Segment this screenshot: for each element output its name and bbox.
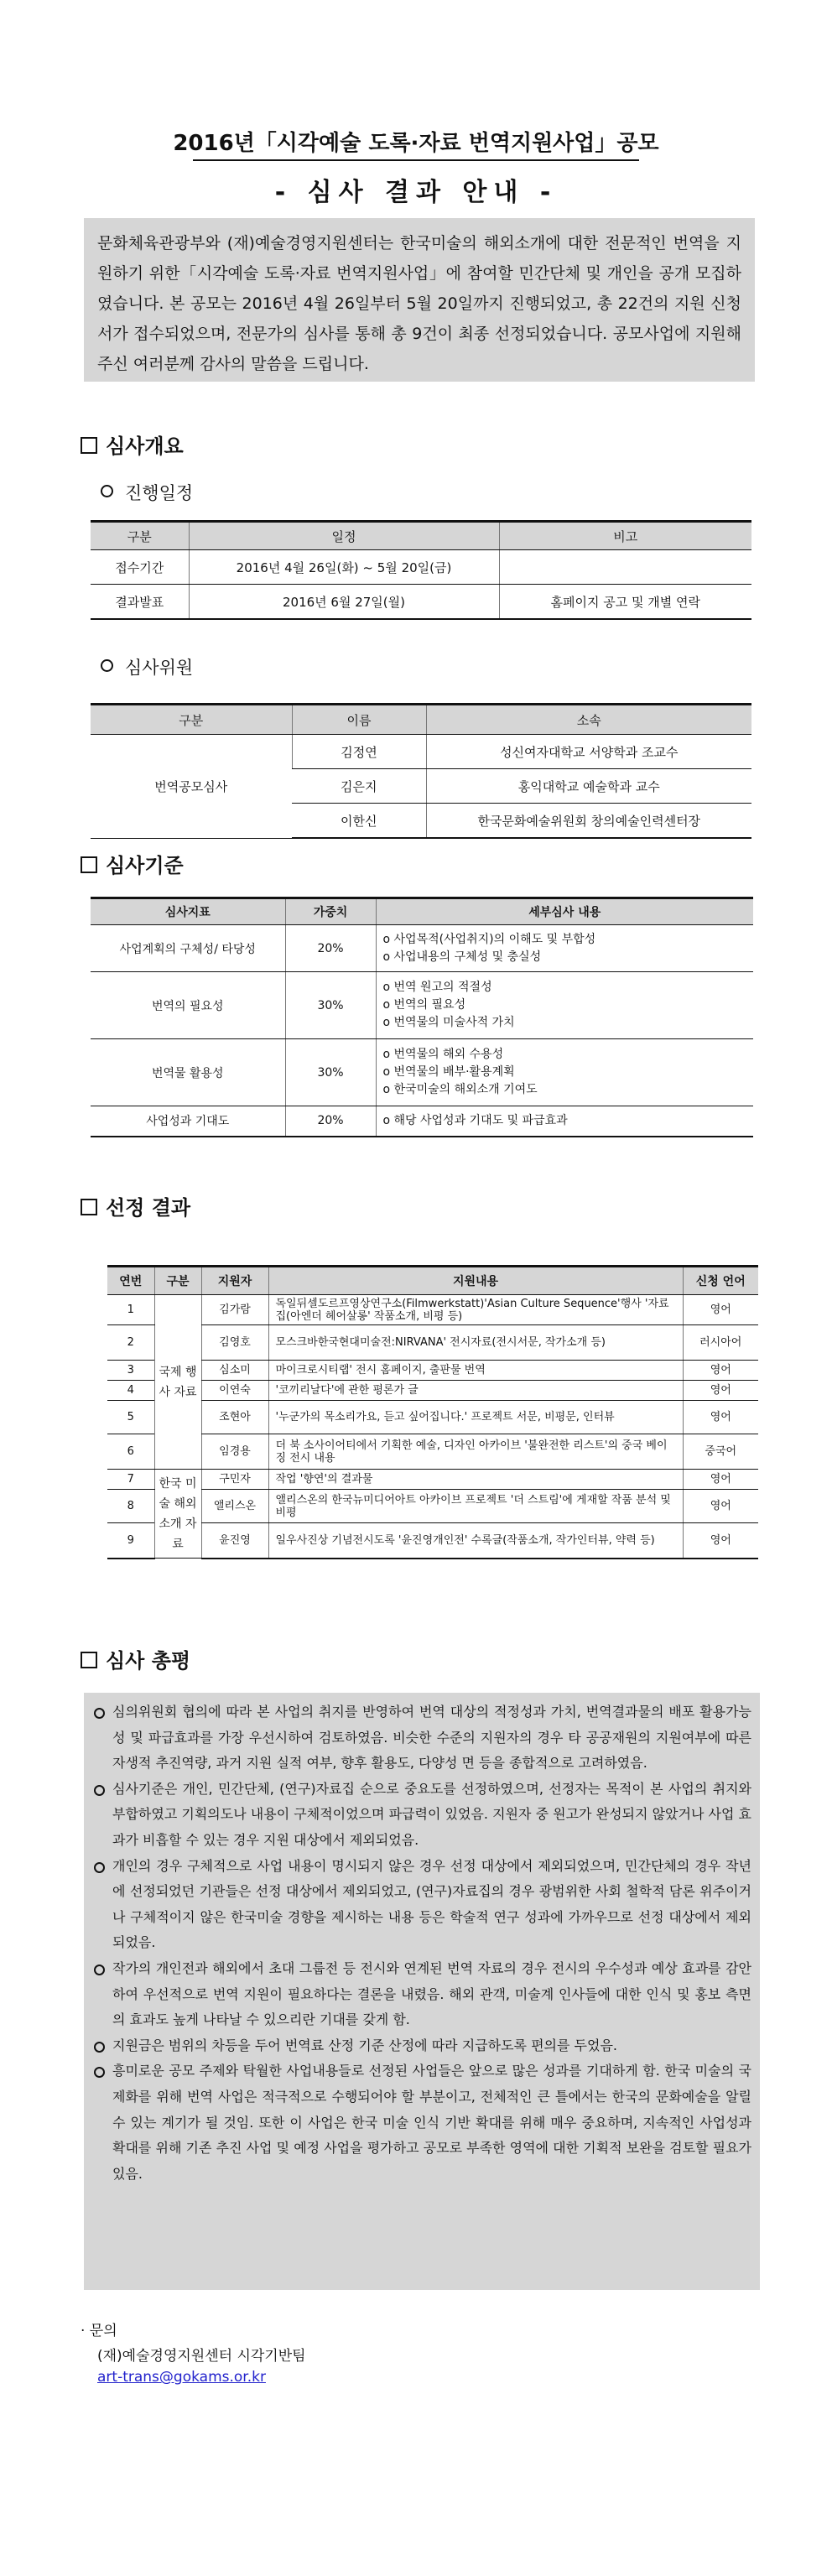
contact-organization: (재)예술경영지원센터 시각기반팀: [97, 2348, 306, 2365]
section-overview-heading: [81, 429, 184, 459]
schedule-heading: [101, 480, 193, 505]
committee-name: 김은지: [292, 769, 426, 804]
column-header: 지원자: [201, 1267, 268, 1295]
result-applicant: 김가람: [201, 1295, 268, 1325]
contact-label: · 문의: [81, 2323, 117, 2339]
result-content: 앨리스온의 한국뉴미디어아트 아카이브 프로젝트 '더 스트림'에 게재할 작품 분석 및 비평: [268, 1490, 683, 1523]
schedule-heading-label: 진행일정: [125, 483, 194, 503]
review-item-text: 심사기준은 개인, 민간단체, (연구)자료집 순으로 중요도를 선정하였으며, 선정자는 목적이 본 사업의 취지와 부합하였고 기획의도나 내용이 구체적이었으며 파급력이 있었음. 지원자 중 원고가 완성되지 않았거나 사업 효과가 비흡할 수 있는 경우 지원 대상에서 제외되었음.: [112, 1780, 751, 1848]
criteria-details: [376, 925, 753, 972]
review-item-text: 심의위원회 협의에 따라 본 사업의 취지를 반영하여 번역 대상의 적정성과 가치, 번역결과물의 배포 활용가능성 및 파급효과를 가장 우선시하여 검토하였음. 비슷한 수준의 지원자의 경우 타 공공재원의 지원여부에 따른 자생적 추진역량, 과거 지원 실적 여부, 향후 활용도, 다양성 면 등을 종합적으로 고려하였음.: [112, 1704, 751, 1772]
result-content: 더 북 소사이어티에서 기획한 예술, 디자인 아카이브 '불완전한 리스트'의 중국 베이징 전시 내용: [268, 1434, 683, 1470]
table-header-row: [91, 522, 751, 550]
criteria-table: [91, 897, 753, 1137]
table-row: [107, 1523, 758, 1559]
table-cell: 접수기간: [91, 550, 189, 585]
result-applicant: 임경용: [201, 1434, 268, 1470]
criteria-detail-item: ο 번역물의 배부·활용계획: [383, 1064, 747, 1081]
section-results-heading: [81, 1191, 190, 1220]
column-header: 세부심사 내용: [376, 898, 753, 925]
review-box: [84, 1693, 760, 2290]
review-item-text: 흥미로운 공모 주제와 탁월한 사업내용들로 선정된 사업들은 앞으로 많은 성과를 기대하게 함. 한국 미술의 국제화를 위해 번역 사업은 적극적으로 수행되어야 할 부분이고, 전체적인 큰 틀에서는 한국의 문화예술을 알릴 수 있는 계기가 될 것임. 또한 이 사업은 한국 미술 인식 기반 확대를 위해 매우 중요하며, 지속적인 사업성과 확대를 위해 기존 추진 사업 및 예정 사업을 평가하고 공모로 부족한 영역에 대한 기획적 보완을 검토할 필요가 있음.: [112, 2063, 751, 2182]
result-no: 7: [107, 1470, 154, 1490]
column-header: 이름: [292, 705, 426, 735]
section-review-label: 심사 총평: [106, 1649, 191, 1673]
criteria-detail-item: ο 사업내용의 구체성 및 충실성: [383, 949, 747, 966]
result-language: 영어: [683, 1381, 758, 1401]
committee-affiliation: 홍익대학교 예술학과 교수: [426, 769, 751, 804]
criteria-details: [376, 972, 753, 1039]
result-no: 8: [107, 1490, 154, 1523]
column-header: 구분: [91, 522, 189, 550]
committee-group: 번역공모심사: [91, 735, 292, 839]
result-no: 5: [107, 1401, 154, 1434]
checkbox-square-icon: [81, 856, 97, 873]
section-criteria-heading: [81, 849, 184, 878]
review-item: [92, 1777, 751, 1854]
result-content: 모스크바한국현대미술전:NIRVANA' 전시자료(전시서문, 작가소개 등): [268, 1325, 683, 1361]
criteria-name: 번역의 필요성: [91, 972, 285, 1039]
criteria-detail-item: ο 번역물의 미술사적 가치: [383, 1014, 747, 1032]
column-header: 구분: [154, 1267, 201, 1295]
review-item: [92, 1956, 751, 2033]
checkbox-square-icon: [81, 1652, 97, 1668]
review-item-text: 개인의 경우 구체적으로 사업 내용이 명시되지 않은 경우 선정 대상에서 제외되었으며, 민간단체의 경우 작년에 선정되었던 기관들은 선정 대상에서 제외되었고, (연구)자료집의 경우 광범위한 사회 철학적 담론 위주이거나 구체적이지 않은 한국미술 경향을 제시하는 내용 등은 학술적 연구 성과에 가까우므로 선정 대상에서 제외되었음.: [112, 1857, 751, 1951]
section-criteria-label: 심사기준: [106, 854, 184, 877]
result-content: 일우사진상 기념전시도록 '윤진영개인전' 수록글(작품소개, 작가인터뷰, 약력 등): [268, 1523, 683, 1559]
review-item: [92, 2033, 751, 2059]
result-language: 영어: [683, 1295, 758, 1325]
contact-email-link[interactable]: art-trans@gokams.or.kr: [97, 2369, 266, 2386]
circle-bullet-icon: [101, 659, 113, 672]
result-content: 마이크로시티랩' 전시 홈페이지, 출판물 번역: [268, 1361, 683, 1381]
table-row: [107, 1401, 758, 1434]
committee-affiliation: 한국문화예술위원회 창의예술인력센터장: [426, 804, 751, 839]
criteria-name: 번역물 활용성: [91, 1039, 285, 1106]
criteria-detail-item: ο 번역물의 해외 수용성: [383, 1046, 747, 1064]
result-language: 러시아어: [683, 1325, 758, 1361]
committee-name: 김정연: [292, 735, 426, 769]
result-content: '누군가의 목소리가요, 듣고 싶어집니다.' 프로젝트 서문, 비평문, 인터뷰: [268, 1401, 683, 1434]
review-item-text: 지원금은 범위의 차등을 두어 번역료 산정 기준 산정에 따라 지급하도록 편의를 두었음.: [112, 2037, 617, 2053]
criteria-weight: 30%: [285, 972, 376, 1039]
result-content: '코끼리날다'에 관한 평론가 글: [268, 1381, 683, 1401]
criteria-weight: 20%: [285, 925, 376, 972]
committee-name: 이한신: [292, 804, 426, 839]
result-no: 2: [107, 1325, 154, 1361]
circle-bullet-icon: [94, 2067, 105, 2078]
table-row: [107, 1470, 758, 1490]
table-row: [107, 1381, 758, 1401]
committee-table: [91, 703, 751, 839]
column-header: 신청 언어: [683, 1267, 758, 1295]
review-item-text: 작가의 개인전과 해외에서 초대 그룹전 등 전시와 연계된 번역 자료의 경우 전시의 우수성과 예상 효과를 감안하여 우선적으로 번역 지원이 필요하다는 결론을 내렸음. 해외 관객, 미술계 인사들에 대한 인식 및 홍보 측면의 효과도 높게 나타날 수 있으리란 기대를 갖게 함.: [112, 1959, 751, 2028]
result-no: 3: [107, 1361, 154, 1381]
result-group-international: 국제 행사 자료: [154, 1295, 201, 1470]
circle-bullet-icon: [94, 1708, 105, 1719]
table-cell: 2016년 4월 26일(화) ~ 5월 20일(금): [189, 550, 499, 585]
criteria-detail-item: ο 사업목적(사업취지)의 이해도 및 부합성: [383, 931, 747, 949]
result-no: 1: [107, 1295, 154, 1325]
result-language: 중국어: [683, 1434, 758, 1470]
criteria-name: 사업성과 기대도: [91, 1106, 285, 1137]
result-applicant: 구민자: [201, 1470, 268, 1490]
table-row: [107, 1361, 758, 1381]
table-row: [107, 1325, 758, 1361]
criteria-weight: 30%: [285, 1039, 376, 1106]
result-applicant: 윤진영: [201, 1523, 268, 1559]
checkbox-square-icon: [81, 437, 97, 454]
criteria-detail-item: ο 해당 사업성과 기대도 및 파급효과: [383, 1112, 747, 1130]
table-header-row: [91, 898, 753, 925]
column-header: 가중치: [285, 898, 376, 925]
column-header: 소속: [426, 705, 751, 735]
table-row: [91, 735, 751, 769]
column-header: 구분: [91, 705, 292, 735]
result-language: 영어: [683, 1490, 758, 1523]
column-header: 연번: [107, 1267, 154, 1295]
circle-bullet-icon: [94, 1965, 105, 1975]
column-header: 지원내용: [268, 1267, 683, 1295]
table-cell: 홈페이지 공고 및 개별 연락: [499, 585, 751, 620]
committee-heading: [101, 654, 193, 679]
table-cell: 결과발표: [91, 585, 189, 620]
review-item: [92, 2058, 751, 2187]
table-row: [91, 1039, 753, 1106]
table-cell: [499, 550, 751, 585]
criteria-name: 사업계획의 구체성/ 타당성: [91, 925, 285, 972]
table-cell: 2016년 6월 27일(월): [189, 585, 499, 620]
result-applicant: 조현아: [201, 1401, 268, 1434]
committee-heading-label: 심사위원: [125, 658, 194, 678]
table-row: [91, 550, 751, 585]
review-item: [92, 1854, 751, 1956]
result-no: 6: [107, 1434, 154, 1470]
circle-bullet-icon: [101, 485, 113, 497]
criteria-details: [376, 1106, 753, 1137]
review-item: [92, 1699, 751, 1777]
column-header: 일정: [189, 522, 499, 550]
result-group-korean-art: 한국 미술 해외 소개 자료: [154, 1470, 201, 1559]
section-review-heading: [81, 1644, 190, 1673]
table-row: [91, 925, 753, 972]
table-row: [107, 1490, 758, 1523]
column-header: 비고: [499, 522, 751, 550]
result-applicant: 심소미: [201, 1361, 268, 1381]
table-row: [107, 1295, 758, 1325]
result-content: 독일뒤셀도르프영상연구소(Filmwerkstatt)'Asian Culture Sequence'행사 '자료집(아엔더 헤어살롱' 작품소개, 비평 등): [268, 1295, 683, 1325]
table-header-row: [91, 705, 751, 735]
title-underline: [193, 159, 639, 161]
circle-bullet-icon: [94, 1785, 105, 1796]
criteria-details: [376, 1039, 753, 1106]
table-row: [91, 585, 751, 620]
section-overview-label: 심사개요: [106, 435, 184, 458]
page-title: 2016년「시각예술 도록·자료 번역지원사업」공모: [173, 131, 659, 156]
result-applicant: 앨리스온: [201, 1490, 268, 1523]
column-header: 심사지표: [91, 898, 285, 925]
schedule-table: [91, 520, 751, 620]
page-subtitle: - 심사 결과 안내 -: [274, 178, 558, 207]
table-row: [91, 1106, 753, 1137]
criteria-detail-item: ο 번역 원고의 적절성: [383, 979, 747, 997]
table-header-row: [107, 1267, 758, 1295]
result-no: 4: [107, 1381, 154, 1401]
result-language: 영어: [683, 1361, 758, 1381]
committee-affiliation: 성신여자대학교 서양학과 조교수: [426, 735, 751, 769]
result-content: 작업 '향연'의 결과물: [268, 1470, 683, 1490]
checkbox-square-icon: [81, 1199, 97, 1215]
result-language: 영어: [683, 1401, 758, 1434]
result-no: 9: [107, 1523, 154, 1559]
criteria-detail-item: ο 번역의 필요성: [383, 997, 747, 1014]
table-row: [91, 972, 753, 1039]
circle-bullet-icon: [94, 1862, 105, 1873]
result-applicant: 이연숙: [201, 1381, 268, 1401]
intro-box: 문화체육관광부와 (재)예술경영지원센터는 한국미술의 해외소개에 대한 전문적인 번역을 지원하기 위한「시각예술 도록·자료 번역지원사업」에 참여할 민간단체 및 개인을 공개 모집하였습니다. 본 공모는 2016년 4월 26일부터 5월 20일까지 진행되었고, 총 22건의 지원 신청서가 접수되었으며, 전문가의 심사를 통해 총 9건이 최종 선정되었습니다. 공모사업에 지원해 주신 여러분께 감사의 말씀을 드립니다.: [84, 218, 755, 382]
result-applicant: 김영호: [201, 1325, 268, 1361]
criteria-weight: 20%: [285, 1106, 376, 1137]
table-row: [107, 1434, 758, 1470]
result-language: 영어: [683, 1523, 758, 1559]
results-table: [107, 1265, 758, 1559]
criteria-detail-item: ο 한국미술의 해외소개 기여도: [383, 1081, 747, 1099]
result-language: 영어: [683, 1470, 758, 1490]
section-results-label: 선정 결과: [106, 1196, 191, 1220]
circle-bullet-icon: [94, 2042, 105, 2053]
